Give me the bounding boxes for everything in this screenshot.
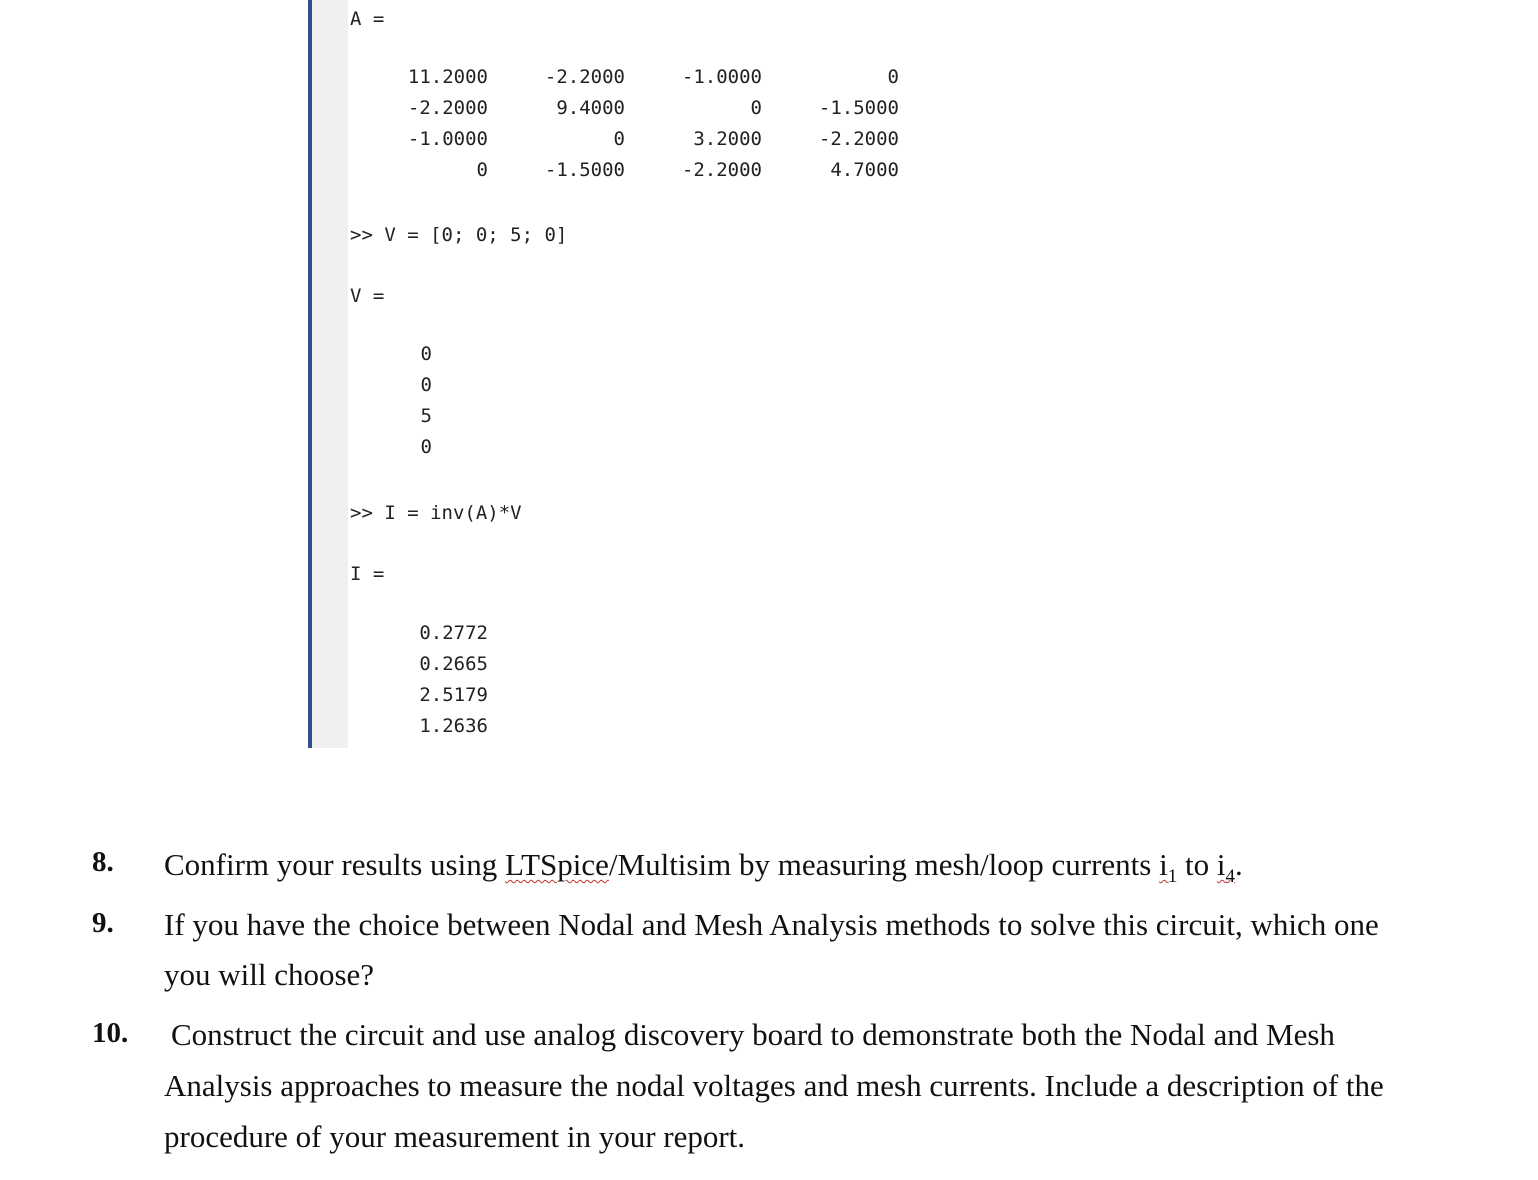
q8-i1-letter: i xyxy=(1159,847,1168,882)
matrix-cell: -1.5000 xyxy=(544,159,625,181)
i-command: >> I = inv(A)*V xyxy=(350,502,522,524)
matrix-cell: -1.5000 xyxy=(818,97,899,119)
q8-i4-sub: 4 xyxy=(1225,866,1235,888)
vector-cell: 0.2772 xyxy=(419,622,488,644)
q8-text-before: Confirm your results using xyxy=(164,847,505,882)
question-10-line-3: procedure of your measurement in your report. xyxy=(164,1119,746,1154)
question-number-9: 9. xyxy=(92,907,114,939)
question-9-line-2: you will choose? xyxy=(164,957,375,992)
q8-to: to xyxy=(1177,847,1217,882)
question-number-8: 8. xyxy=(92,846,114,878)
matrix-cell: -2.2000 xyxy=(407,97,488,119)
q8-tool-name: LTSpice xyxy=(505,847,609,882)
vector-cell: 0 xyxy=(420,374,432,396)
i-label: I = xyxy=(350,563,385,585)
vector-cell: 0.2665 xyxy=(419,653,488,675)
matrix-cell: 11.2000 xyxy=(407,66,488,88)
q8-i4-letter: i xyxy=(1216,847,1226,882)
v-command: >> V = [0; 0; 5; 0] xyxy=(350,224,568,246)
q8-current-i1 xyxy=(1159,847,1178,888)
vector-cell: 0 xyxy=(420,343,432,365)
matrix-cell: 3.2000 xyxy=(693,128,762,150)
matrix-cell: 0 xyxy=(476,159,488,181)
matrix-cell: -1.0000 xyxy=(407,128,488,150)
a-label: A = xyxy=(350,8,385,30)
matrix-cell: 0 xyxy=(887,66,899,88)
matrix-cell: -2.2000 xyxy=(544,66,625,88)
matrix-cell: -2.2000 xyxy=(818,128,899,150)
q8-current-i4 xyxy=(1216,847,1235,888)
q8-text-after: /Multisim by measuring mesh/loop currents xyxy=(608,847,1160,882)
matrix-cell: -2.2000 xyxy=(681,159,762,181)
matrix-cell: 9.4000 xyxy=(556,97,625,119)
q8-end: . xyxy=(1234,847,1243,882)
matrix-cell: 4.7000 xyxy=(830,159,899,181)
matrix-cell: 0 xyxy=(613,128,625,150)
question-9-line-1: If you have the choice between Nodal and Mesh Analysis methods to solve this circuit, which one xyxy=(164,907,1379,942)
vector-cell: 5 xyxy=(420,405,432,427)
question-number-10: 10. xyxy=(92,1017,129,1049)
question-10-line-2: Analysis approaches to measure the nodal voltages and mesh currents. Include a description of the xyxy=(164,1068,1384,1103)
question-8-text xyxy=(164,840,1243,902)
q8-i1-sub: 1 xyxy=(1167,866,1178,888)
v-label: V = xyxy=(350,285,385,307)
question-10-line-1: Construct the circuit and use analog discovery board to demonstrate both the Nodal and Mesh xyxy=(171,1017,1335,1052)
vector-cell: 1.2636 xyxy=(419,715,488,737)
matrix-cell: 0 xyxy=(750,97,762,119)
vector-cell: 2.5179 xyxy=(419,684,488,706)
matrix-cell: -1.0000 xyxy=(681,66,762,88)
vector-cell: 0 xyxy=(420,436,432,458)
